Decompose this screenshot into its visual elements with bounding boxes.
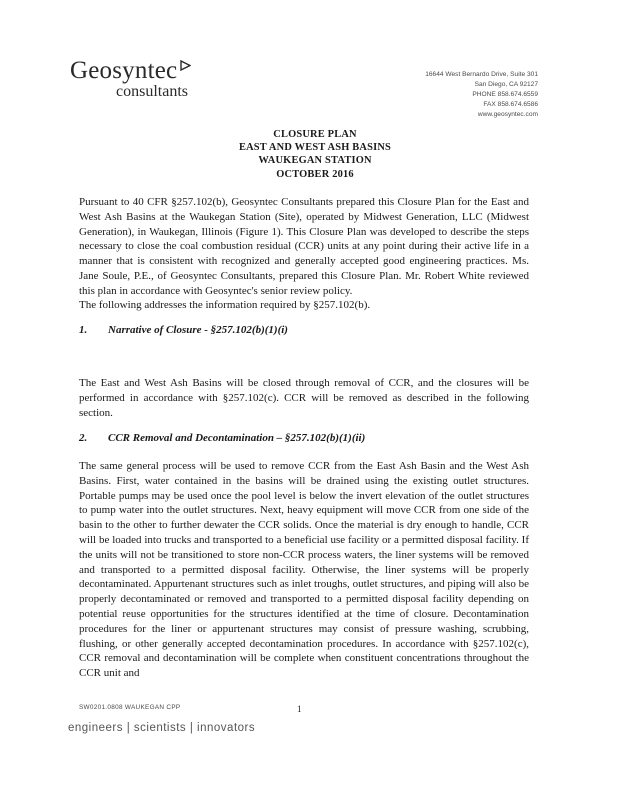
- section-heading-removal: [79, 432, 365, 444]
- heading-number: 2.: [79, 432, 88, 444]
- title-line: CLOSURE PLAN: [273, 129, 357, 140]
- heading-number: 1.: [79, 324, 88, 336]
- address-line: FAX 858.674.6586: [483, 101, 538, 108]
- company-address: [425, 70, 538, 120]
- logo-arrow-icon: [180, 60, 191, 71]
- section-heading-narrative: [79, 324, 288, 336]
- address-line: San Diego, CA 92127: [474, 81, 538, 88]
- company-logo: [70, 58, 191, 100]
- title-line: EAST AND WEST ASH BASINS: [238, 142, 392, 154]
- title-line: OCTOBER 2016: [276, 168, 354, 180]
- address-line: PHONE 858.674.6559: [472, 91, 538, 98]
- title-line: WAUKEGAN STATION: [258, 155, 372, 167]
- page-number: 1: [297, 704, 302, 714]
- intro-paragraph: Pursuant to 40 CFR §257.102(b), Geosyntec Consultants prepared this Closure Plan for the East and West Ash Basins at the Waukegan Station (Site), operated by Midwest Generation, LLC (Midwest Generation), in Waukegan, Illinois (Figure 1). This Closure Plan was developed to describe the steps necessary to close the coal combustion residual (CCR) units at any point during their active life in a manner that is consistent with recognized and generally accepted good engineering practices. Ms. Jane Soule, P.E., of Geosyntec Consultants, prepared this Closure Plan. Mr. Robert White reviewed this plan in accordance with Geosyntec's senior review policy.: [79, 196, 529, 297]
- document-title: [200, 128, 430, 181]
- narrative-paragraph: The East and West Ash Basins will be closed through removal of CCR, and the closures will be performed in accordance with §257.102(c). CCR will be removed as described in the following section.: [79, 377, 529, 419]
- removal-paragraph: The same general process will be used to remove CCR from the East Ash Basin and the West Ash Basins. First, water contained in the basins will be drained using the existing outlet structures. Portable pumps may be used once the pool level is below the invert elevation of the outlet structures to pump water into the outlet structures. Next, heavy equipment will move CCR from one side of the basin to the other to further dewater the CCR solids. Once the material is dry enough to handle, CCR will be loaded into trucks and transported to a beneficial use facility or a permitted disposal facility. If the units will not be transitioned to store non-CCR process waters, the liner systems will be removed and transported to a permitted disposal facility. Otherwise, the liner systems will be properly decontaminated. Appurtenant structures such as inlet troughs, outlet structures, and piping will also be properly decontaminated or removed and transported to a permitted disposal facility depending on potential reuse opportunities for the structures identified at the time of closure. Decontamination procedures for the liner or appurtenant structures may consist of pressure washing, scrubbing, flushing, or other generally accepted decontamination procedures. In accordance with §257.102(c), CCR removal and decontamination will be complete when constituent concentrations throughout the CCR unit and: [79, 460, 529, 680]
- footer-document-code: SW0201.0808 WAUKEGAN CPP: [79, 704, 181, 711]
- logo-name: Geosyntec: [70, 57, 178, 84]
- address-line: 16644 West Bernardo Drive, Suite 301: [425, 71, 538, 78]
- heading-text: Narrative of Closure - §257.102(b)(1)(i): [108, 324, 288, 336]
- logo-subtitle: consultants: [116, 83, 188, 100]
- heading-text: CCR Removal and Decontamination – §257.102(b)(1)(ii): [108, 432, 366, 444]
- footer-tagline: engineers | scientists | innovators: [68, 722, 256, 734]
- address-line: www.geosyntec.com: [477, 111, 538, 118]
- following-paragraph: The following addresses the information required by §257.102(b).: [79, 299, 371, 311]
